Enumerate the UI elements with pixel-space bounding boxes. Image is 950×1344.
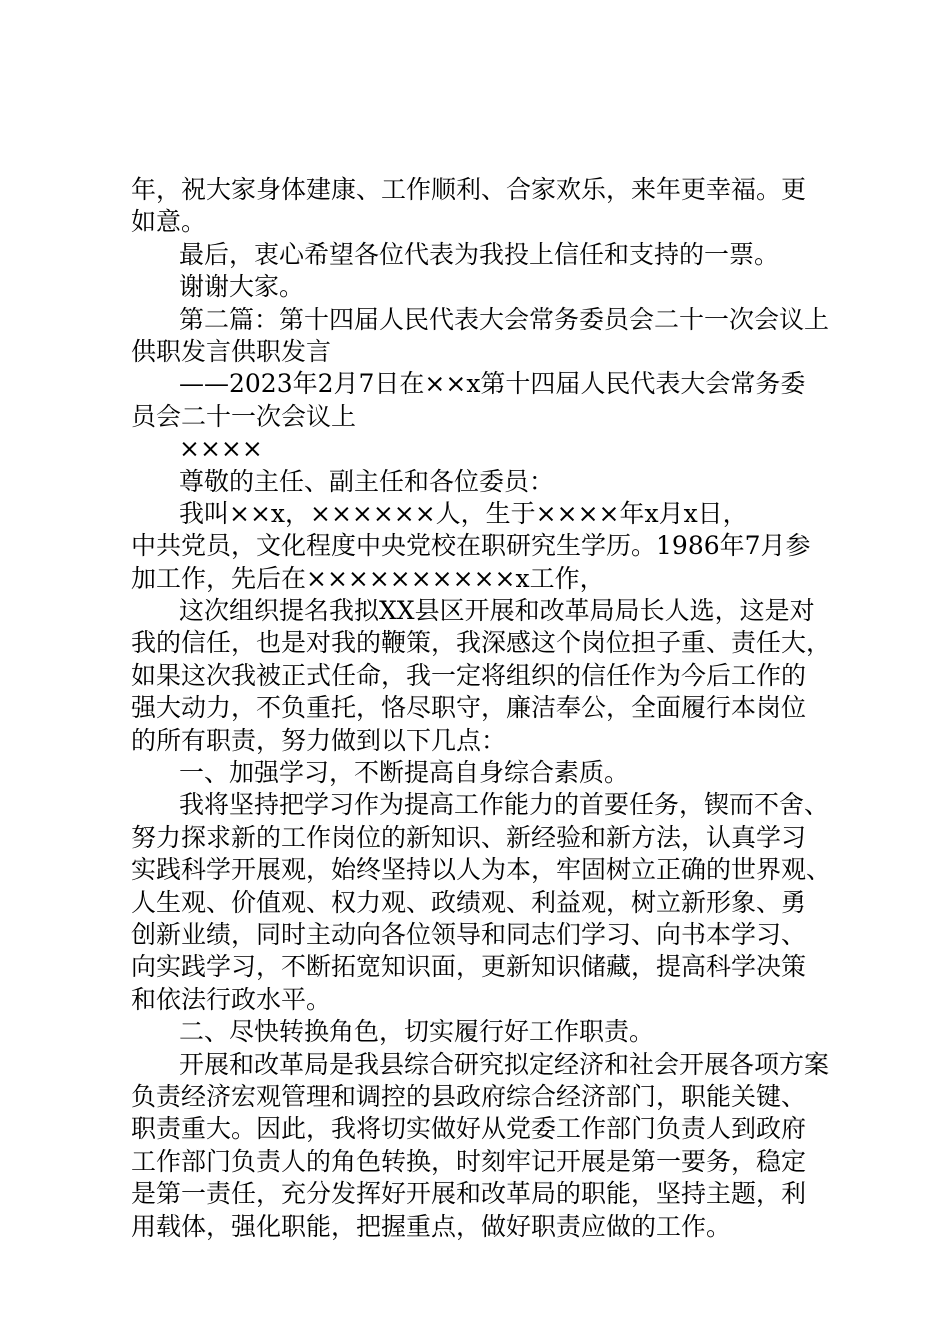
text-line: 职责重大。因此，我将切实做好从党委工作部门负责人到政府 xyxy=(131,1114,807,1144)
author-line: ×××× xyxy=(179,434,263,464)
text-line: 这次组织提名我拟XX县区开展和改革局局长人选，这是对 xyxy=(179,596,815,626)
text-line: 如意。 xyxy=(131,207,207,237)
text-line: 人生观、价值观、权力观、政绩观、利益观，树立新形象、勇 xyxy=(131,887,807,917)
document-body xyxy=(131,174,831,1243)
text-line: 我将坚持把学习作为提高工作能力的首要任务，锲而不舍、 xyxy=(179,790,830,820)
subtitle-line: 员会二十一次会议上 xyxy=(131,401,357,431)
section-heading-line: 第二篇：第十四届人民代表大会常务委员会二十一次会议上 xyxy=(179,304,830,334)
text-line: 和依法行政水平。 xyxy=(131,984,332,1014)
salutation-line: 尊敬的主任、副主任和各位委员： xyxy=(179,466,555,496)
point-heading-line: 一、加强学习，不断提高自身综合素质。 xyxy=(179,758,630,788)
text-line: 的所有职责，努力做到以下几点： xyxy=(131,725,507,755)
text-line: 创新业绩，同时主动向各位领导和同志们学习、向书本学习、 xyxy=(131,919,807,949)
section-heading-line: 供职发言供职发言 xyxy=(131,336,332,366)
text-line: 加工作，先后在××××××××××x工作， xyxy=(131,563,605,593)
text-line: 努力探求新的工作岗位的新知识、新经验和新方法，认真学习 xyxy=(131,822,807,852)
text-line: 谢谢大家。 xyxy=(179,272,305,302)
text-line: 我的信任，也是对我的鞭策，我深感这个岗位担子重、责任大， xyxy=(131,628,832,658)
subtitle-line: ——2023年2月7日在××x第十四届人民代表大会常务委 xyxy=(179,369,806,399)
text-line: 中共党员，文化程度中央党校在职研究生学历。1986年7月参 xyxy=(131,531,811,561)
text-line: 年，祝大家身体建康、工作顺利、合家欢乐，来年更幸福。更 xyxy=(131,175,807,204)
text-line: 工作部门负责人的角色转换，时刻牢记开展是第一要务，稳定 xyxy=(131,1146,807,1176)
text-line: 实践科学开展观，始终坚持以人为本，牢固树立正确的世界观、 xyxy=(131,855,832,885)
text-line: 最后，衷心希望各位代表为我投上信任和支持的一票。 xyxy=(179,239,780,269)
text-line: 负责经济宏观管理和调控的县政府综合经济部门，职能关键、 xyxy=(131,1081,807,1111)
text-line: 向实践学习，不断拓宽知识面，更新知识储藏，提高科学决策 xyxy=(131,952,807,982)
text-line: 强大动力，不负重托，恪尽职守，廉洁奉公，全面履行本岗位 xyxy=(131,693,807,723)
text-line: 是第一责任，充分发挥好开展和改革局的职能，坚持主题，利 xyxy=(131,1179,807,1209)
text-line: 我叫××x，××××××人，生于××××年x月x日， xyxy=(179,498,748,528)
point-heading-line: 二、尽快转换角色，切实履行好工作职责。 xyxy=(179,1017,655,1047)
text-line: 用载体，强化职能，把握重点，做好职责应做的工作。 xyxy=(131,1211,732,1241)
text-line: 如果这次我被正式任命，我一定将组织的信任作为今后工作的 xyxy=(131,660,807,690)
text-line: 开展和改革局是我县综合研究拟定经济和社会开展各项方案 xyxy=(179,1049,830,1079)
